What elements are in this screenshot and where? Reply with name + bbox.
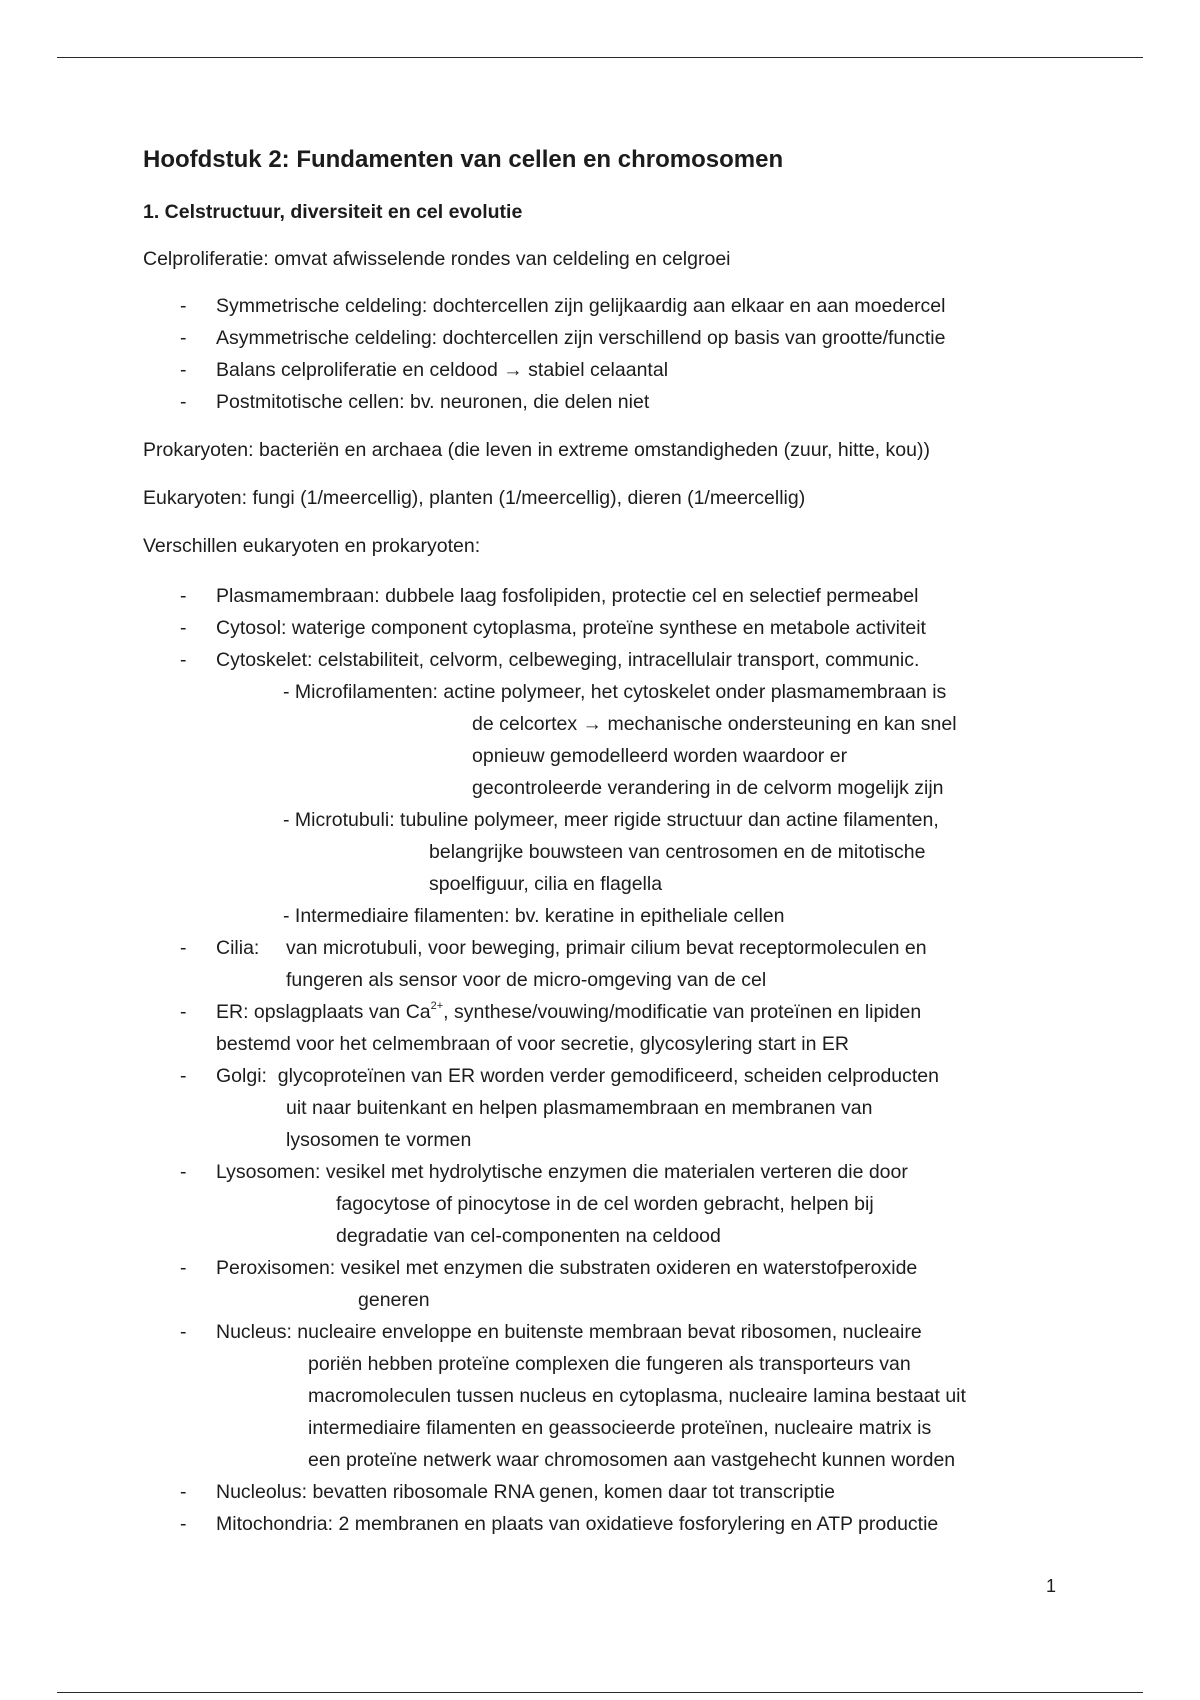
continuation-line: spoelfiguur, cilia en flagella	[429, 873, 663, 895]
continuation-line: degradatie van cel-componenten na celdood	[336, 1225, 721, 1247]
bullet-dash: -	[180, 1001, 187, 1023]
footer-rule	[57, 1692, 1143, 1693]
continuation-line: lysosomen te vormen	[286, 1129, 472, 1151]
section-title: 1. Celstructuur, diversiteit en cel evolutie	[143, 201, 523, 223]
bullet-dash: -	[180, 1065, 187, 1087]
continuation-line: bestemd voor het celmembraan of voor secretie, glycosylering start in ER	[216, 1033, 849, 1055]
bullet-dash: -	[180, 585, 187, 607]
bullet-dash: -	[180, 649, 187, 671]
bullet-dash: -	[180, 617, 187, 639]
page-number: 1	[1046, 1576, 1057, 1596]
continuation-line: fagocytose of pinocytose in de cel worden gebracht, helpen bij	[336, 1193, 874, 1215]
bullet-dash: -	[180, 1321, 187, 1343]
bullet-dash: -	[180, 327, 187, 349]
differences-intro: Verschillen eukaryoten en prokaryoten:	[143, 535, 481, 557]
sub-item-intermediaire: - Intermediaire filamenten: bv. keratine in epitheliale cellen	[283, 905, 785, 927]
bullet-dash: -	[180, 1257, 187, 1279]
continuation-line: generen	[358, 1289, 430, 1311]
bullet-dash: -	[180, 359, 187, 381]
bullet-dash: -	[180, 1513, 187, 1535]
chapter-heading: Hoofdstuk 2: Fundamenten van cellen en chromosomen	[143, 146, 784, 173]
bullet-dash: -	[180, 391, 187, 413]
bullet-dash: -	[180, 937, 187, 959]
bullet-dash: -	[180, 1481, 187, 1503]
sub-item-microtubuli: - Microtubuli: tubuline polymeer, meer rigide structuur dan actine filamenten,	[283, 809, 939, 831]
continuation-line: de celcortex → mechanische ondersteuning en kan snel	[472, 713, 957, 735]
continuation-line: uit naar buitenkant en helpen plasmamembraan en membranen van	[286, 1097, 873, 1119]
continuation-line: intermediaire filamenten en geassocieerde proteïnen, nucleaire matrix is	[308, 1417, 932, 1439]
continuation-line: een proteïne netwerk waar chromosomen aan vastgehecht kunnen worden	[308, 1449, 956, 1471]
proliferation-intro: Celproliferatie: omvat afwisselende rondes van celdeling en celgroei	[143, 248, 731, 270]
continuation-line: macromoleculen tussen nucleus en cytoplasma, nucleaire lamina bestaat uit	[308, 1385, 966, 1407]
bullet-dash: -	[180, 1161, 187, 1183]
bullet-dash: -	[180, 295, 187, 317]
prokaryotes-paragraph: Prokaryoten: bacteriën en archaea (die leven in extreme omstandigheden (zuur, hitte, kou))	[143, 439, 930, 461]
sub-item-microfilamenten: - Microfilamenten: actine polymeer, het cytoskelet onder plasmamembraan is	[283, 681, 947, 703]
continuation-line: fungeren als sensor voor de micro-omgeving van de cel	[286, 969, 767, 991]
continuation-line: opnieuw gemodelleerd worden waardoor er	[472, 745, 848, 767]
continuation-line: gecontroleerde verandering in de celvorm mogelijk zijn	[472, 777, 944, 799]
continuation-line: poriën hebben proteïne complexen die fungeren als transporteurs van	[308, 1353, 911, 1375]
header-rule	[57, 57, 1143, 58]
eukaryotes-paragraph: Eukaryoten: fungi (1/meercellig), planten (1/meercellig), dieren (1/meercellig)	[143, 487, 806, 509]
continuation-line: belangrijke bouwsteen van centrosomen en de mitotische	[429, 841, 926, 863]
